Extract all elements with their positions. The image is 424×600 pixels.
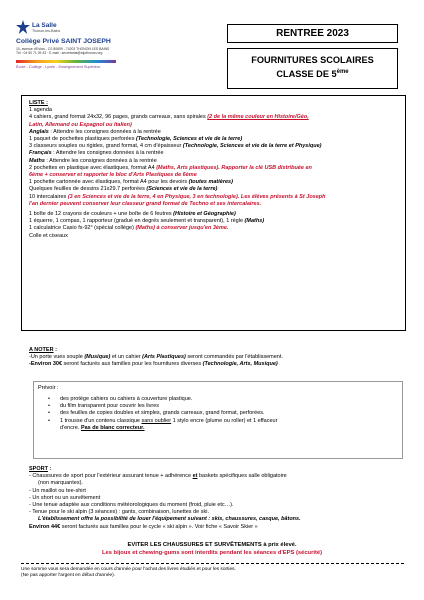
sport-item: (non marquantes). bbox=[38, 480, 83, 487]
bullet-icon: • bbox=[48, 403, 50, 410]
address-line: 10, avenue d'Evian - CS 80699 - 74203 THONON LES BAINS bbox=[16, 47, 110, 51]
fournitures-title-box bbox=[227, 48, 398, 89]
sport-item: Environ 44€ seront facturés aux familles pour le cycle « ski alpin ». Voir fiche « Savoir Skier » bbox=[29, 523, 258, 530]
footer-line: (Ne pas apporter l'argent en début d'année). bbox=[21, 573, 116, 579]
note-item: -Un porte vues souple (Musique) et un cahier (Arts Plastiques) seront commandés par l'établissement. bbox=[29, 354, 283, 361]
a-noter-heading: A NOTER : bbox=[29, 347, 57, 353]
list-item: • 1 trousse d'un contenu classique sans oublier 1 stylo encre (plume ou roller) et 1 effaceur d'encre. Pas de blanc correcteur. bbox=[48, 417, 278, 431]
list-item: Quelques feuilles de dessins 21x29.7 perforées (Sciences et vie de la terre) bbox=[29, 186, 218, 193]
liste-heading: LISTE : bbox=[29, 100, 48, 106]
dashed-divider bbox=[21, 563, 404, 564]
eviter-line: EVITER LES CHAUSSURES ET SURVÊTEMENTS à prix élevé. bbox=[127, 542, 297, 548]
prevoir-heading: Prévoir : bbox=[38, 385, 59, 391]
list-item: 10 intercalaires (3 en Sciences et vie de la terre, 4 en Physique, 3 en technologie). Les élèves présents à St Joseph bbox=[29, 193, 326, 200]
list-item: 1 agenda bbox=[29, 107, 52, 114]
eviter-warning bbox=[24, 542, 400, 557]
footer-note bbox=[21, 567, 236, 580]
liste-section bbox=[29, 100, 397, 240]
list-item: 2 pochettes en plastique avec élastiques, format A4 (Maths, Arts plastiques). Rapporter la clé USB distribuée en bbox=[29, 164, 312, 171]
list-item: 3 classeurs souples ou rigides, grand format, 4 cm d'épaisseur (Technologie, Sciences et vie de la terre et Physique) bbox=[29, 143, 322, 150]
bullet-icon: • bbox=[48, 417, 50, 424]
sport-heading: SPORT : bbox=[29, 466, 52, 472]
list-item: • du film transparent pour couvrir les livres bbox=[48, 403, 160, 410]
list-item: 1 équerre, 1 compas, 1 rapporteur (gradué en degrés seulement et transparent), 1 règle (Maths) bbox=[29, 218, 265, 225]
list-item: 1 pochette cartonnée avec élastiques, format A4 pour les devoirs (toutes matières) bbox=[29, 179, 233, 186]
bullet-icon: • bbox=[48, 410, 50, 417]
rentree-title: RENTREE 2023 bbox=[227, 24, 398, 43]
list-item: Anglais : Attendre les consignes données à la rentrée bbox=[29, 128, 161, 135]
logo-title: La Salle bbox=[32, 22, 57, 29]
fournitures-title: FOURNITURES SCOLAIRES bbox=[251, 55, 374, 65]
list-item: Français : Attendre les consignes données à la rentrée bbox=[29, 150, 164, 157]
sport-item: - Chaussures de sport pour l'extérieur assurant tenue + adhérence et baskets spécifiques salle obligatoire bbox=[29, 473, 287, 480]
list-item: l'an dernier peuvent conserver leur classeur grand format de Techno et ses intercalaires. bbox=[29, 200, 262, 207]
logo-subtitle: Thonon-les-Bains bbox=[32, 29, 61, 33]
list-item: Maths : Attendre les consignes données à la rentrée bbox=[29, 157, 157, 164]
footer-line: Une somme vous sera demandée en cours d'année pour l'achat des livres étudiés et pour les sorties. bbox=[21, 567, 236, 572]
list-item: Colle et ciseaux bbox=[29, 232, 68, 239]
sport-item: - Un short ou un survêtement bbox=[29, 494, 101, 501]
list-item: Latin, Allemand ou Espagnol ou Italien) bbox=[29, 121, 132, 128]
sport-item: L'établissement offre la possibilité de louer l'équipement suivant : skis, chaussures, casque, bâtons. bbox=[38, 516, 301, 523]
sport-item: - Tenue pour le ski alpin (3 séances) : gants, combinaison, lunettes de ski. bbox=[29, 509, 209, 516]
sport-item: - Une tenue adaptée aux conditions météorologiques du moment (froid, pluie etc…). bbox=[29, 502, 234, 509]
list-item: • des protège cahiers ou cahiers à couverture plastique. bbox=[48, 396, 193, 402]
school-logo bbox=[16, 20, 116, 92]
note-item: -Environ 30€ seront facturés aux familles pour les fournitures diverses (Technologie, Arts, Musique) bbox=[29, 361, 278, 368]
list-item: 4 cahiers, grand format 24x32, 96 pages, grands carreaux, sans spirales (2 de la même couleur en Histoire/Géo, bbox=[29, 114, 309, 121]
sport-section bbox=[29, 466, 397, 531]
bullet-icon: • bbox=[48, 396, 50, 402]
list-item: 1 boîte de 12 crayons de couleurs + une boîte de 6 feutres (Histoire et Géographie) bbox=[29, 211, 236, 218]
contact-line: Tél : 04 50 71 39 43 · E-mail : secretariat@stjothonon.org bbox=[16, 51, 103, 56]
logo-color-bar bbox=[16, 60, 116, 63]
classe-title: CLASSE DE 5ème bbox=[276, 69, 349, 80]
prevoir-list bbox=[48, 396, 398, 432]
school-name: Collège Privé SAINT JOSEPH bbox=[16, 38, 111, 45]
list-item: 1 paquet de pochettes plastiques perforées (Technologie, Sciences et vie de la terre) bbox=[29, 136, 243, 143]
list-item: 6ème + conserver et rapporter le bloc d'Arts Plastiques de 6ème bbox=[29, 172, 197, 179]
list-item: • des feuilles de copies doubles et simples, grands carreaux, grand format, perforées. bbox=[48, 410, 265, 417]
sport-item: - Un maillot ou tee-shirt bbox=[29, 487, 86, 494]
bijoux-line: Les bijoux et chewing-gums sont interdits pendant les séances d'EPS (sécurité) bbox=[101, 549, 323, 556]
la-salle-star-icon bbox=[16, 20, 30, 34]
a-noter-section bbox=[29, 347, 397, 369]
school-address bbox=[16, 47, 116, 56]
logo-tagline: École - Collège - Lycée - Enseignement Supérieur bbox=[16, 65, 101, 69]
list-item: 1 calculatrice Casio fx-92° (spécial collège) (Maths) à conserver jusqu'en 3ème. bbox=[29, 225, 229, 232]
